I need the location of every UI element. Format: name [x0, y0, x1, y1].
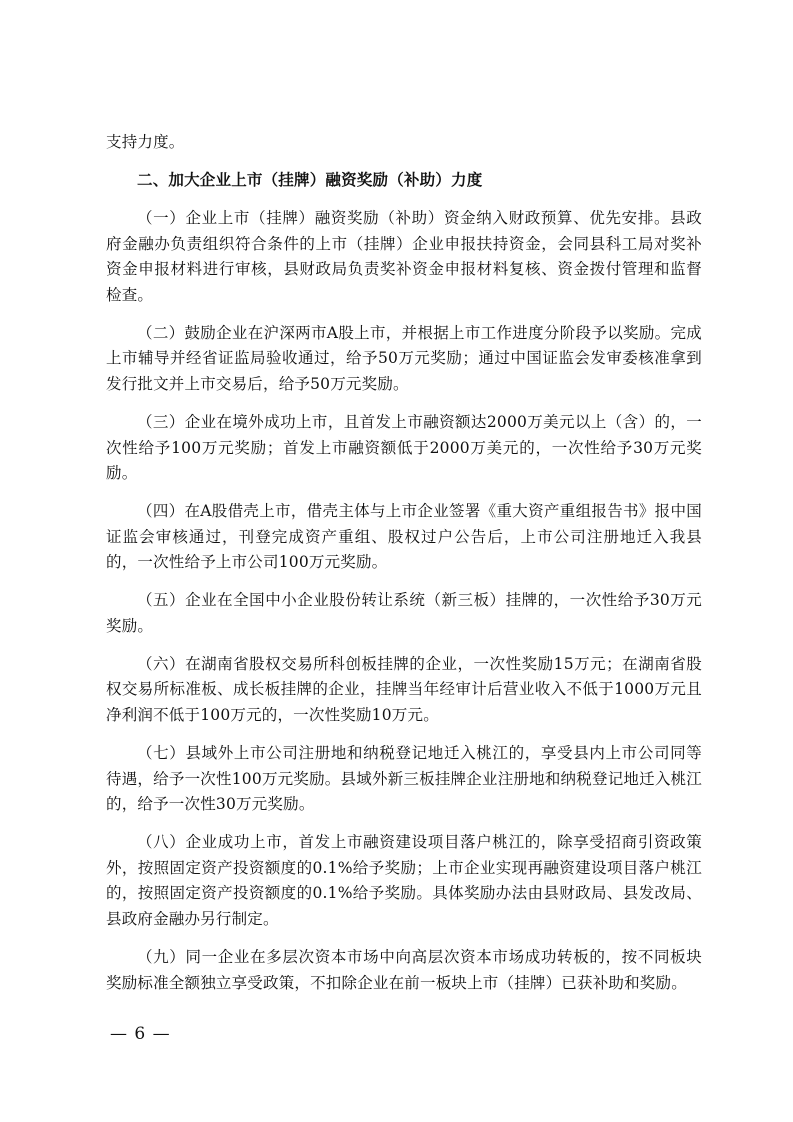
section-heading: 二、加大企业上市（挂牌）融资奖励（补助）力度 — [137, 170, 483, 189]
paragraph-item-8: （八）企业成功上市，首发上市融资建设项目落户桃江的，除享受招商引资政策外，按照固定资产投资额度的0.1%给予奖励；上市企业实现再融资建设项目落户桃江的，按照固定资产投资额度的0.1%给予奖励。具体奖励办法由县财政局、县发改局、县政府金融办另行制定。 — [106, 833, 702, 928]
paragraph-item-3: （三）企业在境外成功上市，且首发上市融资额达2000万美元以上（含）的，一次性给予100万元奖励；首发上市融资额低于2000万美元的，一次性给予30万元奖励。 — [106, 412, 702, 483]
paragraph-item-4: （四）在A股借壳上市，借壳主体与上市企业签署《重大资产重组报告书》报中国证监会审核通过，刊登完成资产重组、股权过户公告后，上市公司注册地迁入我县的，一次性给予上市公司100万元奖励。 — [106, 502, 702, 572]
paragraph-item-6: （六）在湖南省股权交易所科创板挂牌的企业，一次性奖励15万元；在湖南省股权交易所标准板、成长板挂牌的企业，挂牌当年经审计后营业收入不低于1000万元且净利润不低于100万元的，一次性奖励10万元。 — [106, 654, 702, 725]
paragraph-item-9: （九）同一企业在多层次资本市场中向高层次资本市场成功转板的，按不同板块奖励标准全额独立享受政策，不扣除企业在前一板块上市（挂牌）已获补助和奖励。 — [106, 947, 702, 992]
paragraph-continuation: 支持力度。 — [106, 133, 185, 151]
page-number: — 6 — — [110, 1024, 171, 1044]
paragraph-item-1: （一）企业上市（挂牌）融资奖励（补助）资金纳入财政预算、优先安排。县政府金融办负责组织符合条件的上市（挂牌）企业申报扶持资金，会同县科工局对奖补资金申报材料进行审核，县财政局负责奖补资金申报材料复核、资金拨付管理和监督检查。 — [106, 208, 702, 304]
paragraph-item-5: （五）企业在全国中小企业股份转让系统（新三板）挂牌的，一次性给予30万元奖励。 — [106, 591, 702, 635]
paragraph-item-7: （七）县域外上市公司注册地和纳税登记地迁入桃江的，享受县内上市公司同等待遇，给予一次性100万元奖励。县域外新三板挂牌企业注册地和纳税登记地迁入桃江的，给予一次性30万元奖励。 — [106, 744, 702, 814]
document-body — [106, 130, 702, 996]
paragraph-item-2: （二）鼓励企业在沪深两市A股上市，并根据上市工作进度分阶段予以奖励。完成上市辅导并经省证监局验收通过，给予50万元奖励；通过中国证监会发审委核准拿到发行批文并上市交易后，给予50万元奖励。 — [106, 323, 702, 393]
